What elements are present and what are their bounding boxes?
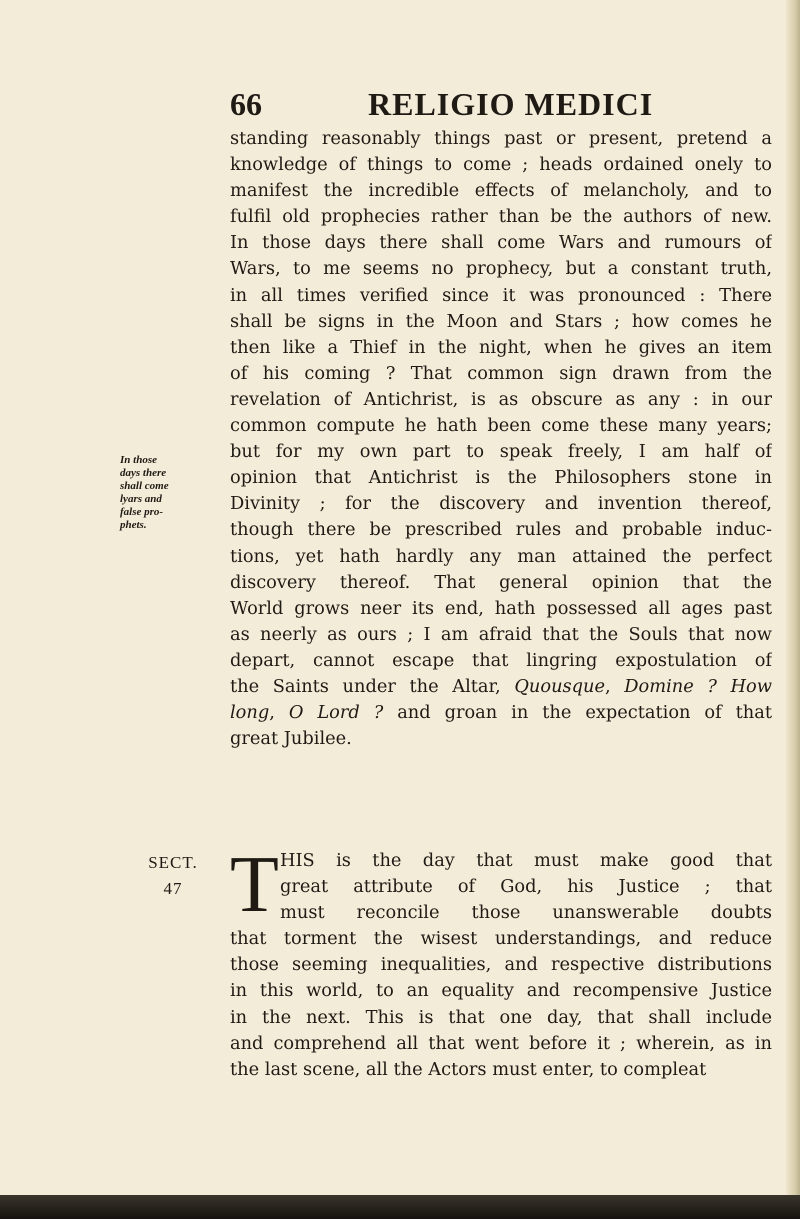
text-line: tions, yet hath hardly any man attained the perfect xyxy=(230,545,772,567)
section-label xyxy=(128,850,218,902)
text-line: shall be signs in the Moon and Stars ; how comes he xyxy=(230,310,772,332)
text-line: in the next. This is that one day, that shall include xyxy=(230,1006,772,1028)
text-line: that torment the wisest understandings, and reduce xyxy=(230,928,772,950)
page-edge xyxy=(786,0,800,1219)
page-number: 66 xyxy=(230,86,262,122)
running-head-title: RELIGIO MEDICI xyxy=(368,86,654,122)
text-line: fulfil old prophecies rather than be the authors of new. xyxy=(230,206,772,228)
text-run: and groan in the expectation of that xyxy=(383,702,772,724)
section-number: 47 xyxy=(163,879,183,898)
text-line: great Jubilee. xyxy=(230,728,352,750)
text-line: depart, cannot escape that lingring expostulation of xyxy=(230,649,772,671)
text-line: in all times verified since it was pronounced : There xyxy=(230,284,772,306)
text-line: manifest the incredible effects of melancholy, and to xyxy=(230,180,772,202)
italic-run: Quousque xyxy=(514,675,605,697)
section-body xyxy=(230,841,772,1083)
margin-note-line: lyars and xyxy=(120,493,162,505)
text-line-mixed xyxy=(230,674,772,700)
margin-note-line: shall come xyxy=(120,480,169,492)
text-run: the Saints under the Altar, xyxy=(230,675,515,697)
italic-run: Domine ? How xyxy=(624,675,772,697)
text-line: but for my own part to speak freely, I am half of xyxy=(230,441,772,463)
text-line: World grows neer its end, hath possessed all ages past xyxy=(230,597,772,619)
text-line: standing reasonably things past or present, pretend a xyxy=(230,128,772,149)
text-line: common compute he hath been come these many years; xyxy=(230,415,772,437)
paragraph-body xyxy=(230,126,772,752)
text-line: and comprehend all that went before it ; wherein, as in xyxy=(230,1032,772,1054)
margin-note-line: In those xyxy=(120,454,157,466)
text-line: of his coming ? That common sign drawn from the xyxy=(230,362,772,384)
section-label-text: SECT. xyxy=(148,853,198,872)
margin-note-line: phets. xyxy=(120,519,147,531)
text-run: , xyxy=(605,675,625,697)
text-line: revelation of Antichrist, is as obscure as any : in our xyxy=(230,388,772,410)
text-line: great attribute of God, his Justice ; that xyxy=(280,876,772,898)
text-line: in this world, to an equality and recompensive Justice xyxy=(230,980,772,1002)
scan-bottom-edge xyxy=(0,1195,800,1219)
text-line: Divinity ; for the discovery and invention thereof, xyxy=(230,493,772,515)
text-line: the last scene, all the Actors must enter, to compleat xyxy=(230,1058,707,1080)
margin-note-line: days there xyxy=(120,467,167,479)
italic-run: O Lord ? xyxy=(288,702,384,724)
text-line: Wars, to me seems no prophecy, but a constant truth, xyxy=(230,258,772,280)
italic-run: long xyxy=(230,702,270,724)
text-line: those seeming inequalities, and respective distributions xyxy=(230,954,772,976)
text-line: though there be prescribed rules and probable induc- xyxy=(230,519,772,541)
text-line: HIS is the day that must make good that xyxy=(280,850,772,871)
drop-cap: T xyxy=(230,841,279,929)
text-line: then like a Thief in the night, when he gives an item xyxy=(230,336,772,358)
margin-note-line: false pro- xyxy=(120,506,164,518)
text-line: discovery thereof. That general opinion that the xyxy=(230,571,772,593)
text-line: as neerly as ours ; I am afraid that the Souls that now xyxy=(230,623,772,645)
text-line-mixed xyxy=(230,700,772,726)
text-run: , xyxy=(269,702,289,724)
text-line: In those days there shall come Wars and rumours of xyxy=(230,232,772,254)
text-line: knowledge of things to come ; heads ordained onely to xyxy=(230,154,772,176)
text-line: opinion that Antichrist is the Philosophers stone in xyxy=(230,467,772,489)
page-header xyxy=(0,86,800,126)
margin-note xyxy=(120,454,220,532)
text-line: must reconcile those unanswerable doubts xyxy=(280,902,772,924)
